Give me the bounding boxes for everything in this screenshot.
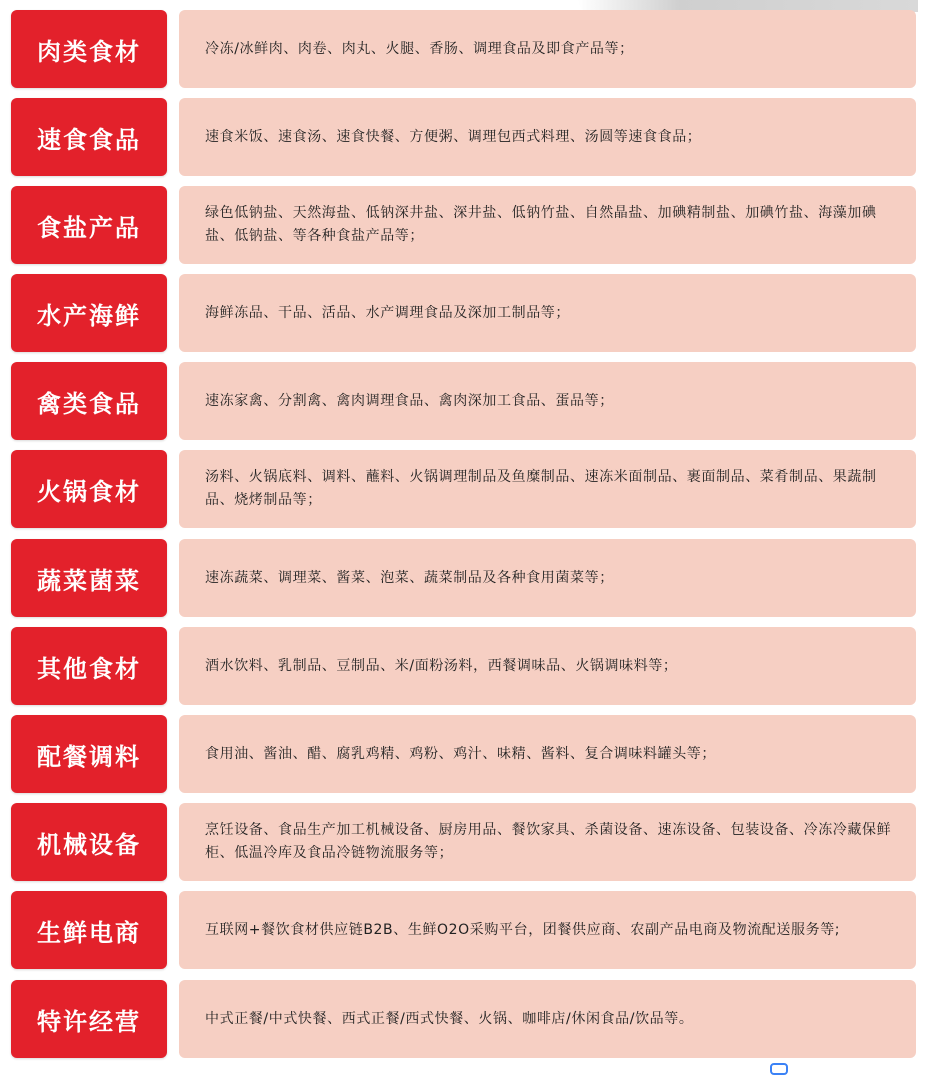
category-row [0, 10, 928, 88]
category-description: 汤料、火锅底料、调料、蘸料、火锅调理制品及鱼糜制品、速冻米面制品、裹面制品、菜肴制品、果蔬制品、烧烤制品等； [179, 450, 916, 528]
category-tag: 水产海鲜 [11, 274, 167, 352]
category-description: 食用油、酱油、醋、腐乳鸡精、鸡粉、鸡汁、味精、酱料、复合调味料罐头等； [179, 715, 916, 793]
category-tag: 生鲜电商 [11, 891, 167, 969]
category-row [0, 715, 928, 793]
category-description: 速食米饭、速食汤、速食快餐、方便粥、调理包西式料理、汤圆等速食食品； [179, 98, 916, 176]
category-row [0, 803, 928, 881]
category-tag: 其他食材 [11, 627, 167, 705]
category-tag: 食盐产品 [11, 186, 167, 264]
category-description: 中式正餐/中式快餐、西式正餐/西式快餐、火锅、咖啡店/休闲食品/饮品等。 [179, 980, 916, 1058]
category-row [0, 98, 928, 176]
category-tag: 蔬菜菌菜 [11, 539, 167, 617]
category-description: 烹饪设备、食品生产加工机械设备、厨房用品、餐饮家具、杀菌设备、速冻设备、包装设备、冷冻冷藏保鲜柜、低温冷库及食品冷链物流服务等； [179, 803, 916, 881]
category-row [0, 362, 928, 440]
category-row [0, 450, 928, 528]
category-tag: 禽类食品 [11, 362, 167, 440]
category-tag: 肉类食材 [11, 10, 167, 88]
category-tag: 配餐调料 [11, 715, 167, 793]
category-row [0, 891, 928, 969]
category-description: 互联网+餐饮食材供应链B2B、生鲜O2O采购平台，团餐供应商、农副产品电商及物流配送服务等; [179, 891, 916, 969]
category-description: 酒水饮料、乳制品、豆制品、米/面粉汤料，西餐调味品、火锅调味料等； [179, 627, 916, 705]
category-tag: 机械设备 [11, 803, 167, 881]
category-description: 冷冻/冰鲜肉、肉卷、肉丸、火腿、香肠、调理食品及即食产品等； [179, 10, 916, 88]
category-tag: 火锅食材 [11, 450, 167, 528]
category-description: 海鲜冻品、干品、活品、水产调理食品及深加工制品等； [179, 274, 916, 352]
category-row [0, 980, 928, 1058]
category-tag: 速食食品 [11, 98, 167, 176]
category-row [0, 186, 928, 264]
category-row [0, 539, 928, 617]
chat-icon[interactable] [770, 1063, 788, 1075]
category-description: 速冻家禽、分割禽、禽肉调理食品、禽肉深加工食品、蛋品等； [179, 362, 916, 440]
category-description: 绿色低钠盐、天然海盐、低钠深井盐、深井盐、低钠竹盐、自然晶盐、加碘精制盐、加碘竹盐、海藻加碘盐、低钠盐、等各种食盐产品等； [179, 186, 916, 264]
category-description: 速冻蔬菜、调理菜、酱菜、泡菜、蔬菜制品及各种食用菌菜等； [179, 539, 916, 617]
category-row [0, 627, 928, 705]
category-tag: 特许经营 [11, 980, 167, 1058]
category-row [0, 274, 928, 352]
